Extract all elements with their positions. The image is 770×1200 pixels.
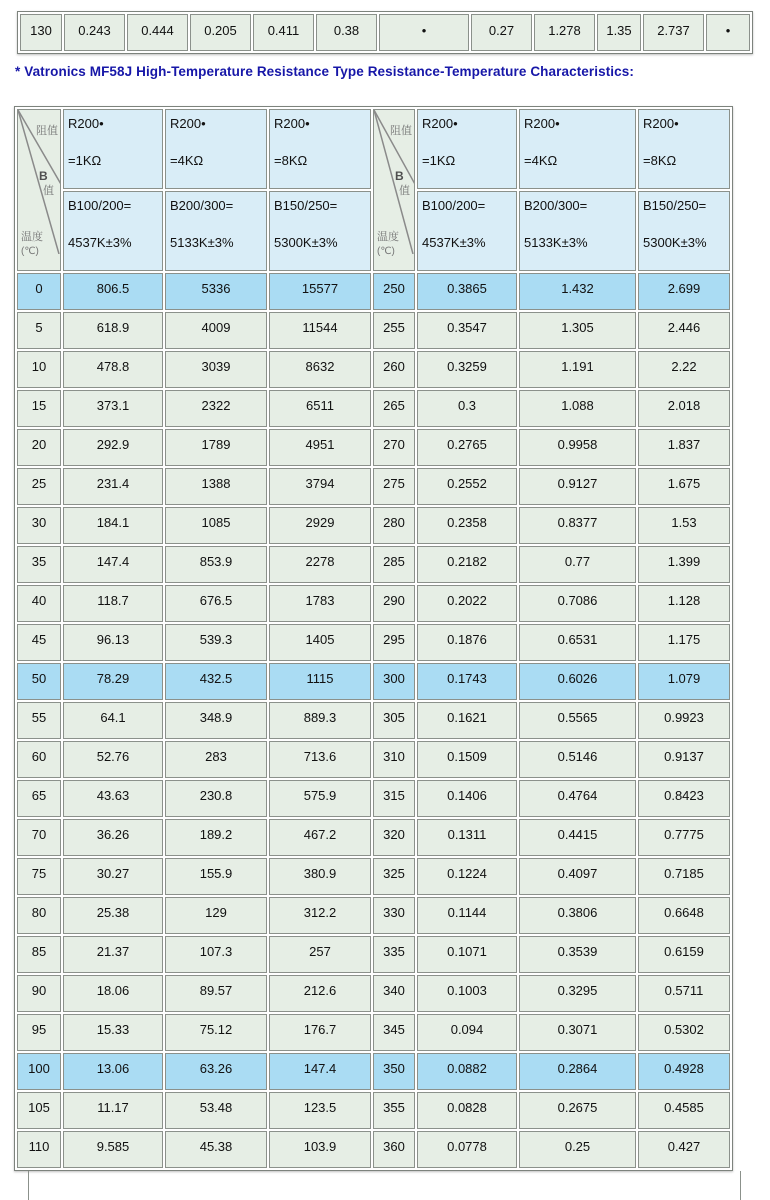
top-table-cell: 2.737 (643, 14, 704, 51)
table-cutoff-continuation (28, 1171, 741, 1200)
previous-table-fragment (17, 11, 753, 54)
top-table-cell: 0.444 (127, 14, 188, 51)
corner-header-cell-left (17, 109, 61, 271)
rt-characteristics-table (14, 106, 733, 1171)
temperature-cell: 20 (17, 429, 61, 466)
resistance-value-cell: 15.33 (63, 1014, 163, 1051)
top-table-cell: 0.205 (190, 14, 251, 51)
temperature-cell: 260 (373, 351, 415, 388)
resistance-value-cell: 889.3 (269, 702, 371, 739)
table-row (17, 1014, 730, 1051)
temperature-cell: 265 (373, 390, 415, 427)
resistance-value-cell: 0.1311 (417, 819, 517, 856)
temperature-cell: 270 (373, 429, 415, 466)
resistance-value-cell: 118.7 (63, 585, 163, 622)
temperature-cell: 110 (17, 1131, 61, 1168)
temperature-cell: 275 (373, 468, 415, 505)
temperature-cell: 290 (373, 585, 415, 622)
temperature-cell: 90 (17, 975, 61, 1012)
column-header-b100-200: B100/200= 4537K±3% (63, 191, 163, 271)
resistance-value-cell: 373.1 (63, 390, 163, 427)
table-row (17, 351, 730, 388)
resistance-value-cell: 0.3071 (519, 1014, 636, 1051)
resistance-value-cell: 1388 (165, 468, 267, 505)
resistance-value-cell: 2.22 (638, 351, 730, 388)
resistance-value-cell: 0.2182 (417, 546, 517, 583)
corner-label-b-value: 值 (399, 185, 410, 197)
column-header-b150-250: B150/250= 5300K±3% (269, 191, 371, 271)
resistance-value-cell: 0.3806 (519, 897, 636, 934)
resistance-value-cell: 75.12 (165, 1014, 267, 1051)
resistance-value-cell: 0.1406 (417, 780, 517, 817)
resistance-value-cell: 1.837 (638, 429, 730, 466)
temperature-cell: 305 (373, 702, 415, 739)
resistance-value-cell: 189.2 (165, 819, 267, 856)
resistance-value-cell: 25.38 (63, 897, 163, 934)
resistance-value-cell: 0.0882 (417, 1053, 517, 1090)
resistance-value-cell: 0.7086 (519, 585, 636, 622)
temperature-cell: 60 (17, 741, 61, 778)
resistance-value-cell: 2322 (165, 390, 267, 427)
temperature-cell: 105 (17, 1092, 61, 1129)
table-row (17, 585, 730, 622)
section-heading: * Vatronics MF58J High-Temperature Resistance Type Resistance-Temperature Characteristics: (15, 64, 634, 79)
temperature-cell: 360 (373, 1131, 415, 1168)
resistance-value-cell: 0.4928 (638, 1053, 730, 1090)
resistance-value-cell: 1.175 (638, 624, 730, 661)
corner-label-temperature: 温度 (21, 231, 43, 243)
resistance-value-cell: 0.9137 (638, 741, 730, 778)
table-row (17, 858, 730, 895)
resistance-value-cell: 312.2 (269, 897, 371, 934)
column-header-r200-8k: R200• =8KΩ (269, 109, 371, 189)
resistance-value-cell: 123.5 (269, 1092, 371, 1129)
resistance-value-cell: 2278 (269, 546, 371, 583)
resistance-value-cell: 0.9958 (519, 429, 636, 466)
temperature-cell: 285 (373, 546, 415, 583)
resistance-value-cell: 63.26 (165, 1053, 267, 1090)
table-row (17, 780, 730, 817)
resistance-value-cell: 0.1071 (417, 936, 517, 973)
table-row (17, 624, 730, 661)
resistance-value-cell: 4009 (165, 312, 267, 349)
resistance-value-cell: 0.1224 (417, 858, 517, 895)
temperature-cell: 40 (17, 585, 61, 622)
temperature-cell: 85 (17, 936, 61, 973)
resistance-value-cell: 30.27 (63, 858, 163, 895)
resistance-value-cell: 11544 (269, 312, 371, 349)
resistance-value-cell: 0.6648 (638, 897, 730, 934)
resistance-value-cell: 1.088 (519, 390, 636, 427)
temperature-cell: 320 (373, 819, 415, 856)
resistance-value-cell: 78.29 (63, 663, 163, 700)
temperature-cell: 100 (17, 1053, 61, 1090)
resistance-value-cell: 0.9923 (638, 702, 730, 739)
corner-label-b: B (395, 169, 404, 183)
resistance-value-cell: 0.2022 (417, 585, 517, 622)
resistance-value-cell: 676.5 (165, 585, 267, 622)
temperature-cell: 335 (373, 936, 415, 973)
resistance-value-cell: 0.3295 (519, 975, 636, 1012)
table-row (17, 936, 730, 973)
corner-label-b: B (39, 169, 48, 183)
corner-label-temp-unit: (℃) (21, 246, 39, 257)
resistance-value-cell: 53.48 (165, 1092, 267, 1129)
table-row (17, 507, 730, 544)
table-row (17, 429, 730, 466)
resistance-value-cell: 103.9 (269, 1131, 371, 1168)
table-row (17, 975, 730, 1012)
resistance-value-cell: 713.6 (269, 741, 371, 778)
resistance-value-cell: 1.432 (519, 273, 636, 310)
resistance-value-cell: 257 (269, 936, 371, 973)
resistance-value-cell: 0.1743 (417, 663, 517, 700)
resistance-value-cell: 0.0778 (417, 1131, 517, 1168)
top-table-cell: 1.35 (597, 14, 641, 51)
corner-header-cell-right (373, 109, 415, 271)
resistance-value-cell: 0.77 (519, 546, 636, 583)
resistance-value-cell: 231.4 (63, 468, 163, 505)
column-header-r200-8k-right: R200• =8KΩ (638, 109, 730, 189)
temperature-cell: 15 (17, 390, 61, 427)
top-table-cell: 0.243 (64, 14, 125, 51)
resistance-value-cell: 2.018 (638, 390, 730, 427)
temperature-cell: 310 (373, 741, 415, 778)
resistance-value-cell: 0.2675 (519, 1092, 636, 1129)
resistance-value-cell: 6511 (269, 390, 371, 427)
resistance-value-cell: 147.4 (269, 1053, 371, 1090)
top-data-table (17, 11, 753, 54)
top-table-cell: 0.27 (471, 14, 532, 51)
table-row (17, 1092, 730, 1129)
resistance-value-cell: 4951 (269, 429, 371, 466)
resistance-value-cell: 0.4415 (519, 819, 636, 856)
temperature-cell: 25 (17, 468, 61, 505)
resistance-value-cell: 0.2358 (417, 507, 517, 544)
resistance-value-cell: 15577 (269, 273, 371, 310)
resistance-value-cell: 0.3547 (417, 312, 517, 349)
temperature-cell: 35 (17, 546, 61, 583)
resistance-value-cell: 36.26 (63, 819, 163, 856)
table-row (17, 468, 730, 505)
resistance-value-cell: 1.53 (638, 507, 730, 544)
resistance-value-cell: 147.4 (63, 546, 163, 583)
resistance-value-cell: 618.9 (63, 312, 163, 349)
resistance-value-cell: 1.305 (519, 312, 636, 349)
temperature-cell: 55 (17, 702, 61, 739)
resistance-value-cell: 89.57 (165, 975, 267, 1012)
corner-label-resistance: 阻值 (390, 125, 412, 137)
temperature-cell: 350 (373, 1053, 415, 1090)
column-header-r200-1k: R200• =1KΩ (63, 109, 163, 189)
temperature-cell: 330 (373, 897, 415, 934)
resistance-value-cell: 0.2765 (417, 429, 517, 466)
corner-label-temp-unit: (℃) (377, 246, 395, 257)
top-table-cell: 0.411 (253, 14, 314, 51)
resistance-value-cell: 432.5 (165, 663, 267, 700)
temperature-cell: 280 (373, 507, 415, 544)
resistance-value-cell: 1405 (269, 624, 371, 661)
resistance-value-cell: 0.7185 (638, 858, 730, 895)
temperature-cell: 345 (373, 1014, 415, 1051)
resistance-value-cell: 52.76 (63, 741, 163, 778)
resistance-value-cell: 155.9 (165, 858, 267, 895)
resistance-value-cell: 0.094 (417, 1014, 517, 1051)
table-row (17, 1053, 730, 1090)
temperature-cell: 300 (373, 663, 415, 700)
resistance-value-cell: 0.4764 (519, 780, 636, 817)
resistance-value-cell: 1789 (165, 429, 267, 466)
resistance-value-cell: 0.5302 (638, 1014, 730, 1051)
resistance-value-cell: 21.37 (63, 936, 163, 973)
column-header-b150-250-right: B150/250= 5300K±3% (638, 191, 730, 271)
resistance-value-cell: 806.5 (63, 273, 163, 310)
resistance-value-cell: 64.1 (63, 702, 163, 739)
temperature-cell: 340 (373, 975, 415, 1012)
resistance-value-cell: 0.7775 (638, 819, 730, 856)
resistance-value-cell: 0.1003 (417, 975, 517, 1012)
temperature-cell: 70 (17, 819, 61, 856)
resistance-value-cell: 0.2864 (519, 1053, 636, 1090)
resistance-value-cell: 0.3865 (417, 273, 517, 310)
resistance-value-cell: 230.8 (165, 780, 267, 817)
column-header-r200-4k: R200• =4KΩ (165, 109, 267, 189)
temperature-cell: 80 (17, 897, 61, 934)
resistance-value-cell: 0.2552 (417, 468, 517, 505)
resistance-value-cell: 0.4097 (519, 858, 636, 895)
corner-label-b-value: 值 (43, 185, 54, 197)
table-row (17, 741, 730, 778)
resistance-value-cell: 2929 (269, 507, 371, 544)
resistance-value-cell: 1.399 (638, 546, 730, 583)
resistance-value-cell: 3794 (269, 468, 371, 505)
temperature-cell: 315 (373, 780, 415, 817)
resistance-value-cell: 13.06 (63, 1053, 163, 1090)
resistance-value-cell: 0.6531 (519, 624, 636, 661)
temperature-cell: 45 (17, 624, 61, 661)
resistance-value-cell: 107.3 (165, 936, 267, 973)
temperature-cell: 325 (373, 858, 415, 895)
table-row (17, 390, 730, 427)
temperature-cell: 255 (373, 312, 415, 349)
table-row (17, 663, 730, 700)
resistance-value-cell: 539.3 (165, 624, 267, 661)
resistance-value-cell: 0.5146 (519, 741, 636, 778)
resistance-value-cell: 0.3 (417, 390, 517, 427)
table-row (17, 702, 730, 739)
table-row (17, 1131, 730, 1168)
resistance-value-cell: 2.446 (638, 312, 730, 349)
resistance-value-cell: 0.1144 (417, 897, 517, 934)
resistance-value-cell: 3039 (165, 351, 267, 388)
resistance-value-cell: 0.1509 (417, 741, 517, 778)
resistance-value-cell: 0.1621 (417, 702, 517, 739)
resistance-value-cell: 1115 (269, 663, 371, 700)
resistance-value-cell: 0.1876 (417, 624, 517, 661)
temperature-cell: 95 (17, 1014, 61, 1051)
resistance-value-cell: 45.38 (165, 1131, 267, 1168)
table-row (17, 897, 730, 934)
temperature-cell: 355 (373, 1092, 415, 1129)
temperature-cell: 295 (373, 624, 415, 661)
resistance-value-cell: 0.5711 (638, 975, 730, 1012)
resistance-value-cell: 0.9127 (519, 468, 636, 505)
resistance-value-cell: 11.17 (63, 1092, 163, 1129)
temperature-cell: 30 (17, 507, 61, 544)
resistance-value-cell: 8632 (269, 351, 371, 388)
corner-label-temperature: 温度 (377, 231, 399, 243)
resistance-value-cell: 0.0828 (417, 1092, 517, 1129)
resistance-value-cell: 292.9 (63, 429, 163, 466)
table-row (17, 273, 730, 310)
corner-label-resistance: 阻值 (36, 125, 58, 137)
resistance-value-cell: 9.585 (63, 1131, 163, 1168)
column-header-r200-1k-right: R200• =1KΩ (417, 109, 517, 189)
column-header-b100-200-right: B100/200= 4537K±3% (417, 191, 517, 271)
resistance-value-cell: 348.9 (165, 702, 267, 739)
resistance-value-cell: 0.8423 (638, 780, 730, 817)
resistance-value-cell: 0.8377 (519, 507, 636, 544)
resistance-value-cell: 5336 (165, 273, 267, 310)
resistance-value-cell: 43.63 (63, 780, 163, 817)
resistance-value-cell: 96.13 (63, 624, 163, 661)
resistance-value-cell: 0.6026 (519, 663, 636, 700)
resistance-value-cell: 467.2 (269, 819, 371, 856)
resistance-value-cell: 1783 (269, 585, 371, 622)
resistance-value-cell: 2.699 (638, 273, 730, 310)
resistance-value-cell: 853.9 (165, 546, 267, 583)
header-row-resistance (17, 109, 730, 189)
resistance-value-cell: 1.079 (638, 663, 730, 700)
resistance-value-cell: 478.8 (63, 351, 163, 388)
column-header-b200-300: B200/300= 5133K±3% (165, 191, 267, 271)
table-row (17, 312, 730, 349)
resistance-value-cell: 176.7 (269, 1014, 371, 1051)
table-row (17, 819, 730, 856)
top-table-cell: 0.38 (316, 14, 377, 51)
resistance-value-cell: 0.3539 (519, 936, 636, 973)
resistance-value-cell: 0.427 (638, 1131, 730, 1168)
top-table-cell: • (706, 14, 750, 51)
temperature-cell: 10 (17, 351, 61, 388)
temperature-cell: 250 (373, 273, 415, 310)
temperature-cell: 50 (17, 663, 61, 700)
temperature-cell: 0 (17, 273, 61, 310)
rt-characteristics-table-wrap (14, 106, 733, 1171)
resistance-value-cell: 0.4585 (638, 1092, 730, 1129)
resistance-value-cell: 1.191 (519, 351, 636, 388)
resistance-value-cell: 1085 (165, 507, 267, 544)
resistance-value-cell: 0.6159 (638, 936, 730, 973)
resistance-value-cell: 380.9 (269, 858, 371, 895)
resistance-value-cell: 1.128 (638, 585, 730, 622)
resistance-value-cell: 212.6 (269, 975, 371, 1012)
resistance-value-cell: 1.675 (638, 468, 730, 505)
resistance-value-cell: 129 (165, 897, 267, 934)
resistance-value-cell: 0.5565 (519, 702, 636, 739)
temperature-cell: 65 (17, 780, 61, 817)
resistance-value-cell: 184.1 (63, 507, 163, 544)
resistance-value-cell: 575.9 (269, 780, 371, 817)
temperature-cell: 5 (17, 312, 61, 349)
top-table-cell: 1.278 (534, 14, 595, 51)
resistance-value-cell: 0.3259 (417, 351, 517, 388)
table-row (20, 14, 750, 51)
column-header-r200-4k-right: R200• =4KΩ (519, 109, 636, 189)
table-row (17, 546, 730, 583)
table-body (17, 273, 730, 1168)
top-table-cell: • (379, 14, 469, 51)
resistance-value-cell: 0.25 (519, 1131, 636, 1168)
column-header-b200-300-right: B200/300= 5133K±3% (519, 191, 636, 271)
temperature-cell: 75 (17, 858, 61, 895)
resistance-value-cell: 18.06 (63, 975, 163, 1012)
top-table-cell: 130 (20, 14, 62, 51)
resistance-value-cell: 283 (165, 741, 267, 778)
